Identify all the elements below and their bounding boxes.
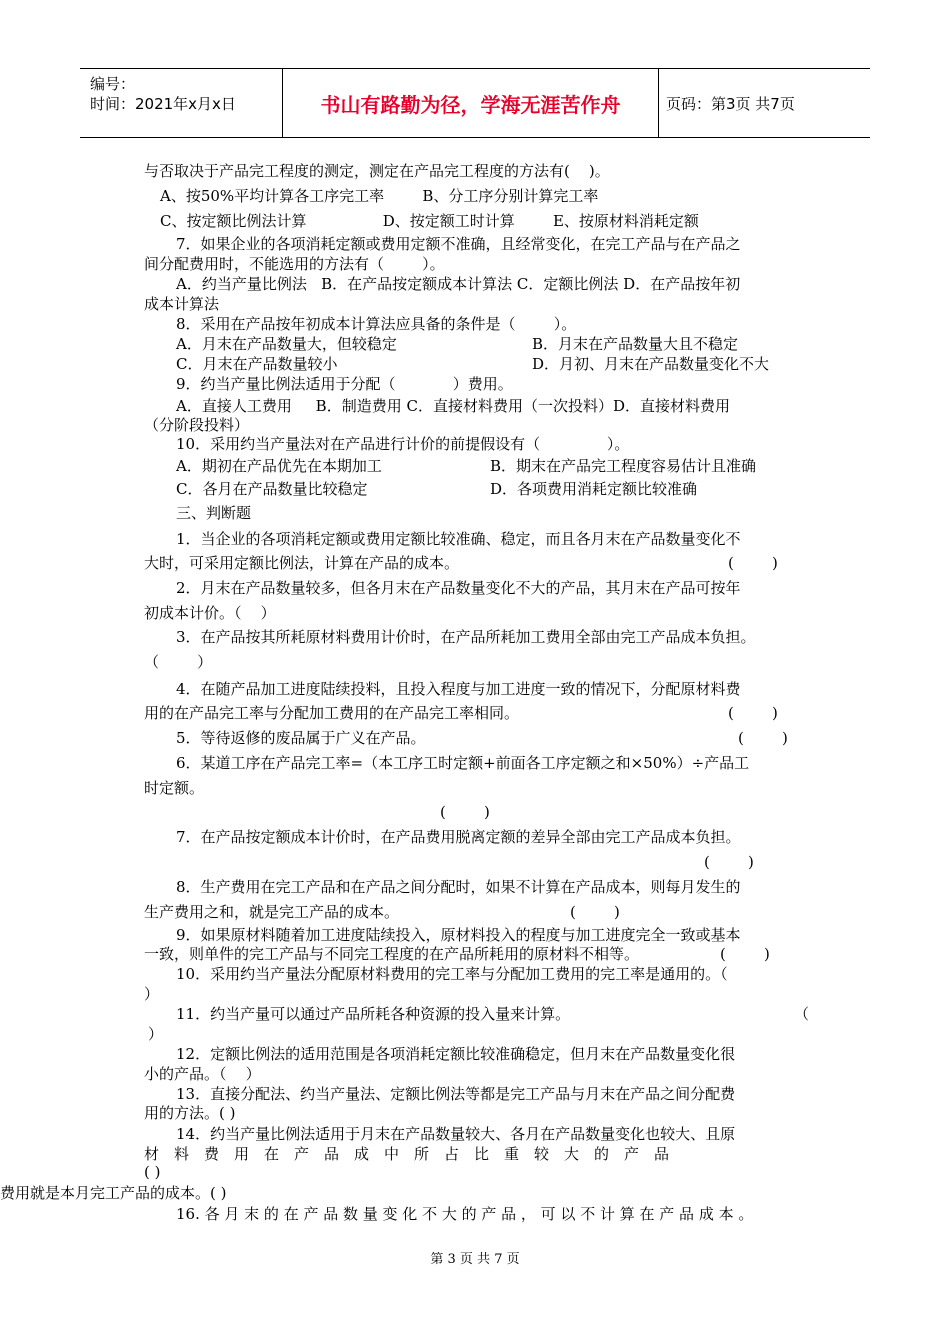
- number-label: 编号：: [90, 75, 136, 93]
- section-heading: 三、判断题: [176, 504, 252, 522]
- text-line: （分阶段投料）: [144, 416, 250, 434]
- answer-bracket: ( ): [728, 554, 778, 572]
- header-meta: [80, 69, 282, 137]
- question-line: 9．约当产量比例法适用于分配（ ）费用。: [176, 375, 513, 393]
- text-line: 一致，则单件的完工产品与不同完工程度的在产品所耗用的原材料不相等。: [144, 945, 640, 963]
- question-line: 6．某道工序在产品完工率=（本工序工时定额+前面各工序定额之和×50%）÷产品工: [176, 754, 750, 772]
- text-line: 初成本计价。（ ）: [144, 604, 276, 622]
- text-line: 用的方法。( ): [144, 1104, 236, 1122]
- question-line: 8．生产费用在完工产品和在产品之间分配时，如果不计算在产品成本，则每月发生的: [176, 878, 741, 896]
- answer-bracket: ）: [148, 1025, 164, 1043]
- answer-bracket: ( ): [728, 704, 778, 722]
- question-line: 7．如果企业的各项消耗定额或费用定额不准确，且经常变化，在完工产品与在产品之: [176, 235, 741, 253]
- header-motto: [282, 69, 659, 137]
- answer-bracket: ( ): [570, 903, 620, 921]
- page-footer: 第 3 页 共 7 页: [430, 1252, 520, 1267]
- option-line: D．月初、月末在产品数量变化不大: [532, 355, 770, 373]
- text-line: 大时，可采用定额比例法，计算在产品的成本。: [144, 554, 460, 572]
- question-line: 11．约当产量可以通过产品所耗各种资源的投入量来计算。: [176, 1005, 571, 1023]
- option-line: A．直接人工费用 B．制造费用 C．直接材料费用（一次投料）D．直接材料费用: [176, 397, 730, 415]
- option-line: A、按50%平均计算各工序完工率 B、分工序分别计算完工率: [160, 187, 599, 205]
- text-line: 生产费用之和，就是完工产品的成本。: [144, 903, 400, 921]
- answer-bracket: ( ): [738, 729, 788, 747]
- page-header: [80, 68, 870, 138]
- text-line: 材 料 费 用 在 产 品 成 中 所 占 比 重 较 大 的 产 品: [144, 1145, 670, 1163]
- text-line: 小的产品。（ ）: [144, 1065, 261, 1083]
- text-line: 间分配费用时，不能选用的方法有（ ）。: [144, 255, 445, 273]
- question-line: 7．在产品按定额成本计价时，在产品费用脱离定额的差异全部由完工产品成本负担。: [176, 828, 741, 846]
- option-line: D．各项费用消耗定额比较准确: [490, 480, 698, 498]
- answer-bracket: ( ): [144, 1163, 161, 1181]
- question-line: 10．采用约当产量法分配原材料费用的完工率与分配加工费用的完工率是通用的。（: [176, 965, 728, 983]
- question-line: 3．在产品按其所耗原材料费用计价时，在产品所耗加工费用全部由完工产品成本负担。: [176, 628, 756, 646]
- question-line: 16. 各 月 末 的 在 产 品 数 量 变 化 不 大 的 产 品 ， 可 以 不 计 算 在 产 品 成 本 。: [176, 1205, 754, 1223]
- question-line: 14．约当产量比例法适用于月末在产品数量较大、各月在产品数量变化也较大、且原: [176, 1125, 736, 1143]
- answer-bracket: （ ）: [144, 653, 213, 671]
- option-line: C、按定额比例法计算 D、按定额工时计算 E、按原材料消耗定额: [160, 212, 699, 230]
- question-line: 12．定额比例法的适用范围是各项消耗定额比较准确稳定，但月末在产品数量变化很: [176, 1045, 736, 1063]
- answer-bracket: ( ): [720, 945, 770, 963]
- question-line: 8．采用在产品按年初成本计算法应具备的条件是（ ）。: [176, 315, 577, 333]
- text-line: 用的在产品完工率与分配加工费用的在产品完工率相同。: [144, 704, 520, 722]
- option-line: A．月末在产品数量大，但较稳定: [176, 335, 397, 353]
- option-line: A．约当产量比例法 B．在产品按定额成本计算法 C．定额比例法 D．在产品按年初: [176, 275, 741, 293]
- text-line: 成本计算法: [144, 295, 220, 313]
- option-line: A．期初在产品优先在本期加工: [176, 457, 382, 475]
- option-line: C．各月在产品数量比较稳定: [176, 480, 368, 498]
- question-line: 5．等待返修的废品属于广义在产品。: [176, 729, 426, 747]
- question-line: 9．如果原材料随着加工进度陆续投入，原材料投入的程度与加工进度完全一致或基本: [176, 926, 741, 944]
- answer-bracket: ）: [144, 985, 160, 1003]
- question-line: 13．直接分配法、约当产量法、定额比例法等都是完工产品与月末在产品之间分配费: [176, 1085, 736, 1103]
- date-label: 时间：2021年x月x日: [90, 95, 236, 113]
- motto-text: 书山有路勤为径，学海无涯苦作舟: [320, 92, 621, 117]
- header-page-info: 页码：第3页 共7页: [666, 94, 795, 113]
- question-line: 1．当企业的各项消耗定额或费用定额比较准确、稳定，而且各月末在产品数量变化不: [176, 530, 741, 548]
- text-line: 与否取决于产品完工程度的测定，测定在产品完工程度的方法有( )。: [144, 162, 610, 180]
- question-line: 4．在随产品加工进度陆续投料，且投入程度与加工进度一致的情况下，分配原材料费: [176, 680, 741, 698]
- answer-bracket: （: [794, 1005, 810, 1023]
- question-line: 10．采用约当产量法对在产品进行计价的前提假设有（ ）。: [176, 435, 630, 453]
- option-line: C．月末在产品数量较小: [176, 355, 338, 373]
- option-line: B．期末在产品完工程度容易估计且准确: [490, 457, 757, 475]
- answer-bracket: ( ): [440, 803, 490, 821]
- text-line: 时定额。: [144, 779, 205, 797]
- answer-bracket: ( ): [704, 853, 754, 871]
- option-line: B．月末在产品数量大且不稳定: [532, 335, 739, 353]
- question-line: 2．月末在产品数量较多，但各月末在产品数量变化不大的产品，其月末在产品可按年: [176, 579, 741, 597]
- text-line: 费用就是本月完工产品的成本。( ): [0, 1184, 227, 1202]
